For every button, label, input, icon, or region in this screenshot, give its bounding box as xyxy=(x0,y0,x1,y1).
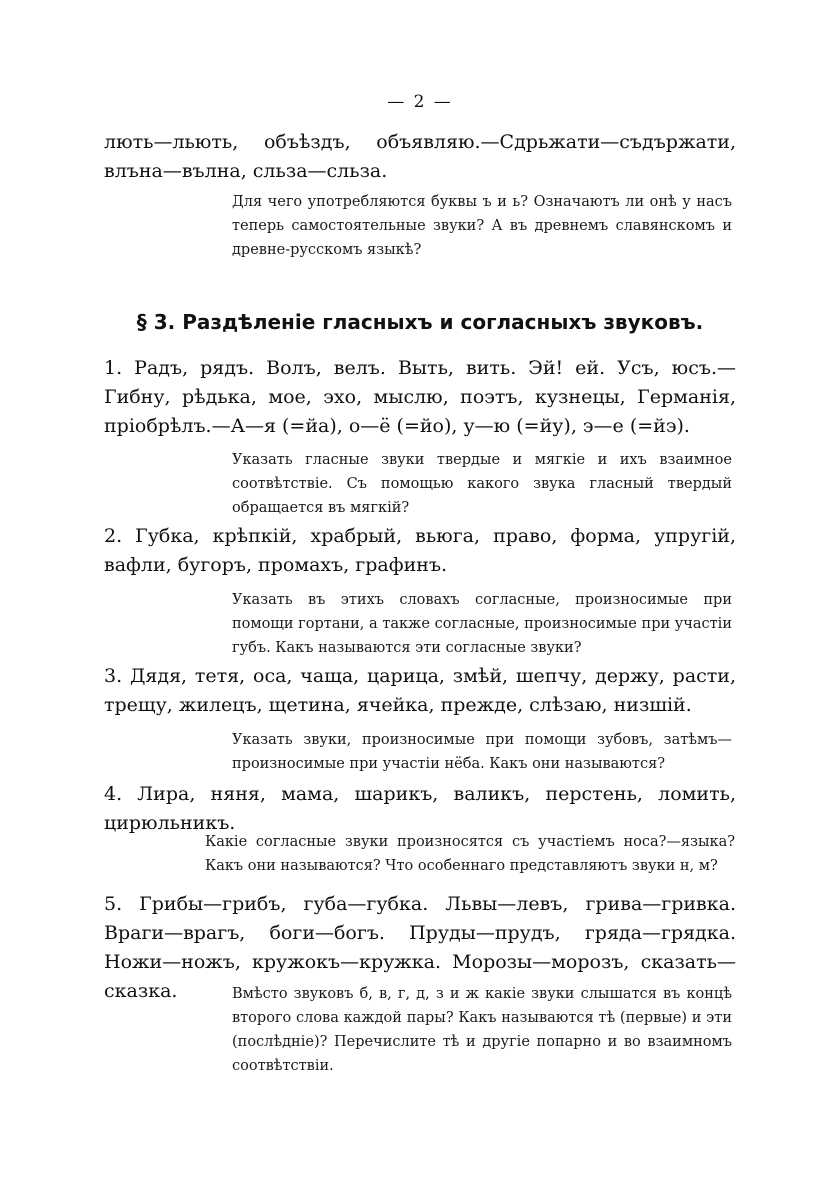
exercise-4-text: 4. Лира, няня, мама, шарикъ, валикъ, перстень, ломить, цирюльникъ. xyxy=(104,783,736,834)
exercise-5-question: Вмѣсто звуковъ б, в, г, д, з и ж какіе звуки слышатся въ концѣ второго слова каждой пары? Какъ называются тѣ (первые) и эти (послѣдніе)? Перечислите тѣ и другіе попарно и во взаимномъ соотвѣтствіи. xyxy=(232,986,732,1074)
exercise-5-text: 5. Грибы—грибъ, губа—губка. Львы—левъ, грива—гривка. Враги—врагъ, боги—богъ. Пруды—прудъ, гряда—грядка. Ножи—ножъ, кружокъ—кружка. Морозы—морозъ, сказать—сказка. xyxy=(104,893,736,1002)
section-title: § 3. Раздѣленіе гласныхъ и согласныхъ звуковъ. xyxy=(136,310,704,334)
page-number: — 2 — xyxy=(387,92,453,112)
exercise-2-question: Указать въ этихъ словахъ согласные, произносимые при помощи гортани, а также согласные, произносимые при участіи губъ. Какъ называются эти согласные звуки? xyxy=(232,592,732,656)
exercise-4-question: Какіе согласные звуки произносятся съ участіемъ носа?—языка? Какъ они называются? Что особеннаго представляютъ звуки н, м? xyxy=(205,834,735,874)
exercise-1-question: Указать гласные звуки твердые и мягкіе и ихъ взаимное соотвѣтствіе. Съ помощью какого звука гласный твердый обращается въ мягкій? xyxy=(232,452,732,516)
intro-line: лють—льють, объѣздъ, объявляю.—Сдрьжати—съдържати, влъна—вълна, сльза—сльза. xyxy=(104,131,736,182)
exercise-3-question: Указать звуки, произносимые при помощи зубовъ, затѣмъ—произносимые при участіи нёба. Какъ они называются? xyxy=(232,732,732,772)
intro-question: Для чего употребляются буквы ъ и ь? Означаютъ ли онѣ у насъ теперь самостоятельные звуки? А въ древнемъ славянскомъ и древне-русскомъ языкѣ? xyxy=(232,194,732,258)
exercise-3-text: 3. Дядя, тетя, оса, чаща, царица, змѣй, шепчу, держу, расти, трещу, жилецъ, щетина, ячейка, прежде, слѣзаю, низшій. xyxy=(104,665,736,716)
exercise-1-text: 1. Радъ, рядъ. Волъ, велъ. Выть, вить. Эй! ей. Усъ, юсъ.—Гибну, рѣдька, мое, эхо, мыслю, поэтъ, кузнецы, Германія, пріобрѣлъ.—А—я (=йа), о—ё (=йо), у—ю (=йу), э—е (=йэ). xyxy=(104,357,736,437)
exercise-2-text: 2. Губка, крѣпкій, храбрый, вьюга, право, форма, упругій, вафли, бугоръ, промахъ, графинъ. xyxy=(104,525,736,576)
